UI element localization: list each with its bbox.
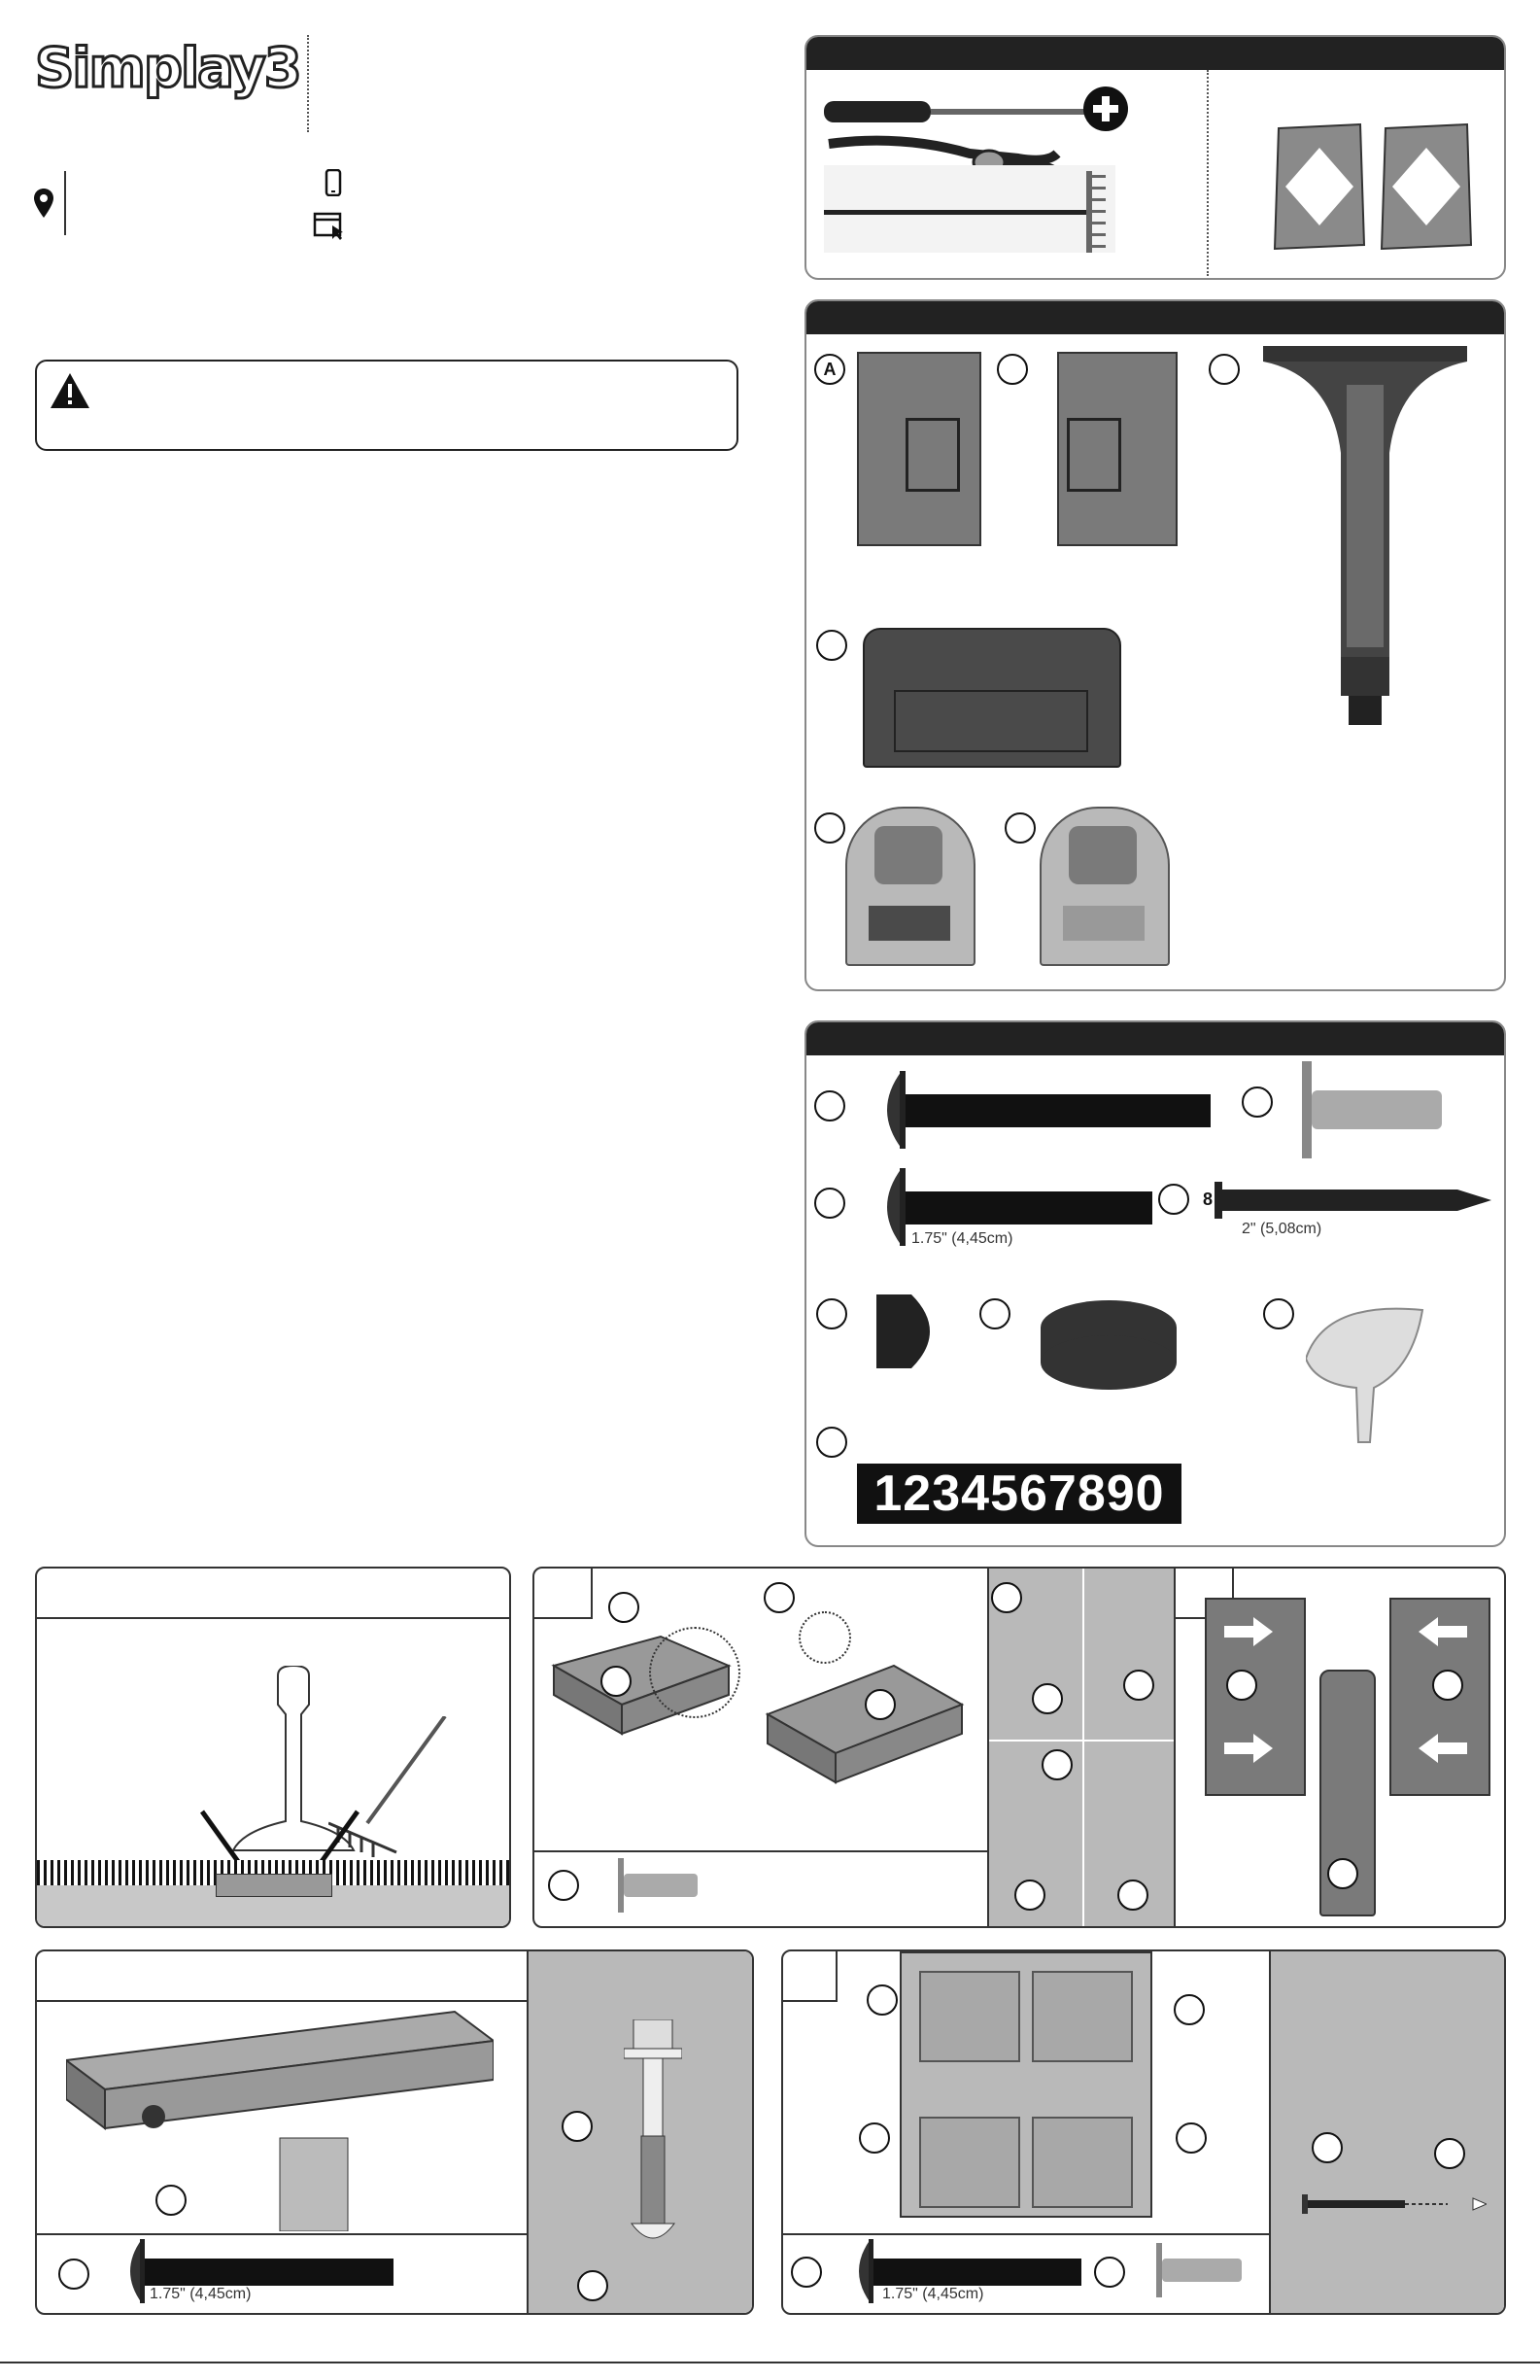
step-3-frame	[35, 1949, 754, 2315]
address-divider	[64, 171, 66, 235]
step-4-callout-2	[1174, 1994, 1205, 2025]
part-callout-a: A	[814, 354, 845, 385]
post-illustration	[1263, 346, 1467, 735]
step-4-detail-callout-1	[1312, 2132, 1343, 2163]
step-2-callout-1	[608, 1592, 639, 1623]
part-callout-c	[1209, 354, 1240, 385]
step-2-callout-4	[865, 1689, 896, 1720]
zoom-circle-2	[799, 1611, 851, 1664]
barrel-nut-illustration	[1302, 1061, 1448, 1158]
step-2-detail-callout-5	[1014, 1880, 1045, 1911]
detail-pane-border	[1174, 1569, 1176, 1926]
zoom-circle-1	[649, 1627, 740, 1718]
part-callout-e	[814, 812, 845, 844]
brand-logo	[35, 37, 300, 105]
step-4-base-cavity-1	[919, 1971, 1020, 2062]
step-1-frame	[35, 1567, 511, 1928]
step-4-base-cavity-3	[919, 2117, 1020, 2208]
funnel-illustration	[1306, 1300, 1432, 1446]
step-2-callout-3	[600, 1666, 632, 1697]
rake-illustration	[824, 165, 1115, 253]
parts-panel-header	[806, 301, 1504, 334]
step-4-callout-3	[859, 2122, 890, 2154]
mailbox-door-front-window	[869, 906, 950, 941]
step-2-assembly-callout-2	[1432, 1670, 1463, 1701]
mailbox-door-front-flag	[874, 826, 942, 884]
step-4-callout-4	[1176, 2122, 1207, 2154]
sand-bag-2	[1378, 119, 1475, 255]
parts-panel	[804, 299, 1506, 991]
step-2-detail-callout-3	[1123, 1670, 1154, 1701]
part-callout-f	[1005, 812, 1036, 844]
step-2-number-box	[534, 1569, 593, 1619]
warning-box	[35, 360, 738, 451]
hardware-callout-2	[1242, 1087, 1273, 1118]
bottom-rule	[0, 2362, 1540, 2363]
hardware-panel	[804, 1020, 1506, 1547]
step-4-callout-1	[867, 1984, 898, 2016]
plus-icon	[1082, 86, 1129, 132]
brand-logo-text: Simplay3	[35, 37, 300, 100]
warning-icon	[49, 371, 91, 410]
logo-divider	[307, 35, 309, 132]
base-half-b-pocket	[1067, 418, 1121, 492]
step-4-bolt-length-label: 1.75" (4,45cm)	[882, 2286, 984, 2302]
step-3-detail-callout-2	[577, 2270, 608, 2301]
hole-cap-illustration	[1038, 1298, 1180, 1392]
wood-screw-illustration	[1215, 1176, 1491, 1224]
step-4-detail-bolt	[1302, 2194, 1487, 2214]
step-2-hardware-callout	[548, 1870, 579, 1901]
short-bolt-length-label: 1.75" (4,45cm)	[911, 1230, 1013, 1247]
location-pin-icon	[33, 189, 54, 218]
step-3-hardware-callout	[58, 2259, 89, 2290]
hardware-callout-6	[979, 1298, 1010, 1329]
hardware-callout-5	[816, 1298, 847, 1329]
step-4-hardware-callout-2	[1094, 2257, 1125, 2288]
step-4-hardware-divider	[783, 2233, 1269, 2235]
detail-pane-2	[1084, 1569, 1174, 1740]
step-3-hardware-divider	[37, 2233, 527, 2235]
step-2-detail-callout-2	[1032, 1683, 1063, 1714]
part-callout-b	[997, 354, 1028, 385]
step-2-callout-2	[764, 1582, 795, 1613]
step-2-detail-callout-4	[1042, 1749, 1073, 1780]
tools-panel	[804, 35, 1506, 280]
tools-panel-header	[806, 37, 1504, 70]
screw-quantity-label: 8	[1203, 1190, 1214, 1209]
step-2-assembly-callout-3	[1327, 1858, 1358, 1889]
mailbox-door-back-flag	[1069, 826, 1137, 884]
step-2-hardware-divider	[534, 1850, 987, 1852]
hardware-callout-7	[1263, 1298, 1294, 1329]
number-decal-text: 1234567890	[873, 1466, 1165, 1522]
step-4-base-cavity-4	[1032, 2117, 1133, 2208]
step-3-detail-bolt	[624, 2019, 682, 2253]
step-3-bolt-length-label: 1.75" (4,45cm)	[150, 2286, 252, 2302]
screw-length-label: 2" (5,08cm)	[1242, 1221, 1322, 1237]
step-4-barrel-nut	[1156, 2243, 1244, 2297]
base-right-illustration	[758, 1646, 972, 1792]
mailbox-body-panel	[894, 690, 1088, 752]
step-1-header-divider	[37, 1617, 509, 1619]
hardware-callout-3	[814, 1188, 845, 1219]
base-half-a-pocket	[906, 418, 960, 492]
hardware-callout-4	[1158, 1184, 1189, 1215]
step-2-detail-callout-1	[991, 1582, 1022, 1613]
mailbox-door-back-window	[1063, 906, 1145, 941]
step-4-number-box	[783, 1951, 838, 2002]
step-3-detail-callout-1	[562, 2111, 593, 2142]
tools-divider	[1207, 70, 1209, 276]
long-bolt-illustration	[873, 1071, 1213, 1149]
step-4-frame	[781, 1949, 1506, 2315]
sand-bag-1	[1271, 119, 1368, 255]
cap-nut-illustration	[876, 1294, 948, 1368]
step-4-base-cavity-2	[1032, 1971, 1133, 2062]
leveled-patch	[216, 1874, 332, 1897]
hardware-callout-8	[816, 1427, 847, 1458]
step-4-detail-callout-2	[1434, 2138, 1465, 2169]
number-decal	[857, 1464, 1181, 1524]
web-icon	[313, 212, 346, 241]
hardware-panel-header	[806, 1022, 1504, 1055]
step-2-barrel-nut	[618, 1858, 700, 1913]
base-assembled-illustration	[66, 2002, 494, 2231]
step-2-detail-callout-6	[1117, 1880, 1148, 1911]
step-4-hardware-callout-1	[791, 2257, 822, 2288]
part-callout-d	[816, 630, 847, 661]
screwdriver-illustration	[824, 97, 1115, 126]
phone-icon	[325, 169, 342, 196]
step-4-detail-view	[1271, 1951, 1504, 2313]
step-3-callout-1	[155, 2185, 187, 2216]
step-2-frame	[532, 1567, 1506, 1928]
hardware-callout-1	[814, 1090, 845, 1121]
step-2-assembly-callout-1	[1226, 1670, 1257, 1701]
